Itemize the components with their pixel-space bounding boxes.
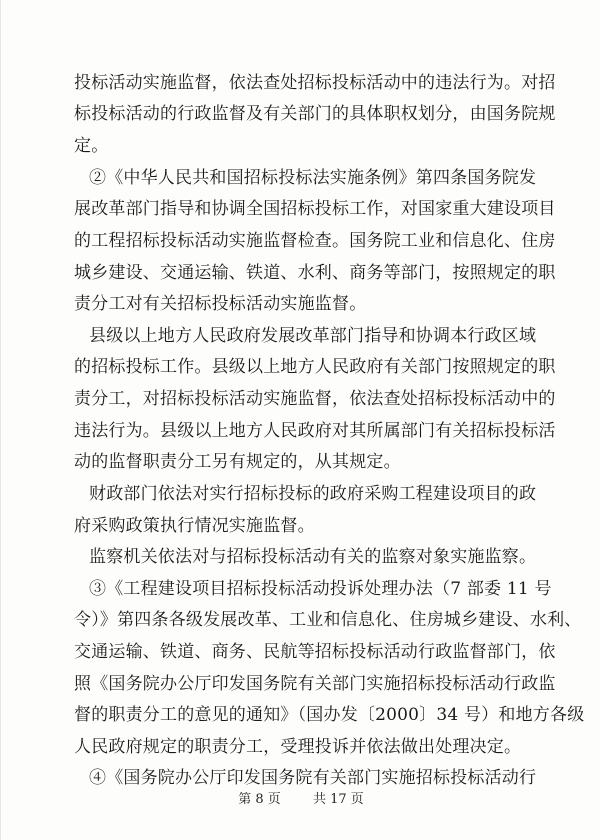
page-number: 第 8 页 [238,792,281,807]
text-line: ④《国务院办公厅印发国务院有关部门实施招标投标活动行 [89,768,537,788]
text-line: 的工程招标投标活动实施监督检查。国务院工业和信息化、住房 [74,231,556,251]
text-line: 监察机关依法对与招标投标活动有关的监察对象实施监察。 [89,547,537,567]
text-line: 定。 [74,136,109,156]
text-line: ③《工程建设项目招标投标活动投诉处理办法（7 部委 11 号 [89,579,552,599]
text-line: 动的监督职责分工另有规定的，从其规定。 [74,452,401,472]
text-line: 违法行为。县级以上地方人民政府对其所属部门有关招标投标活 [74,421,556,441]
text-line: 展改革部门指导和协调全国招标投标工作，对国家重大建设项目 [74,199,556,219]
text-line: 责分工，对招标投标活动实施监督，依法查处招标投标活动中的 [74,389,556,409]
page-total: 共 17 页 [312,792,364,807]
text-line: 交通运输、铁道、商务、民航等招标投标活动行政监督部门，依 [74,642,556,662]
text-line: 标投标活动的行政监督及有关部门的具体职权划分，由国务院规 [74,104,556,124]
text-line: 城乡建设、交通运输、铁道、水利、商务等部门，按照规定的职 [74,263,556,283]
text-line: 县级以上地方人民政府发展改革部门指导和协调本行政区域 [89,326,537,346]
text-line: 投标活动实施监督，依法查处招标投标活动中的违法行为。对招 [74,73,556,93]
text-line: 责分工对有关招标投标活动实施监督。 [74,294,367,314]
page-footer [1,788,600,807]
text-line: 照《国务院办公厅印发国务院有关部门实施招标投标活动行政监 [74,674,556,694]
text-line: 的招标投标工作。县级以上地方人民政府有关部门按照规定的职 [74,357,556,377]
text-line: 督的职责分工的意见的通知》（国办发〔2000〕34 号）和地方各级 [74,705,585,725]
text-line: 人民政府规定的职责分工，受理投诉并依法做出处理决定。 [74,737,522,757]
text-line: 财政部门依法对实行招标投标的政府采购工程建设项目的政 [89,484,537,504]
text-line: ②《中华人民共和国招标投标法实施条例》第四条国务院发 [89,168,537,188]
text-line: 府采购政策执行情况实施监督。 [74,516,315,536]
text-line: 令）》第四条各级发展改革、工业和信息化、住房城乡建设、水利、 [74,610,582,630]
